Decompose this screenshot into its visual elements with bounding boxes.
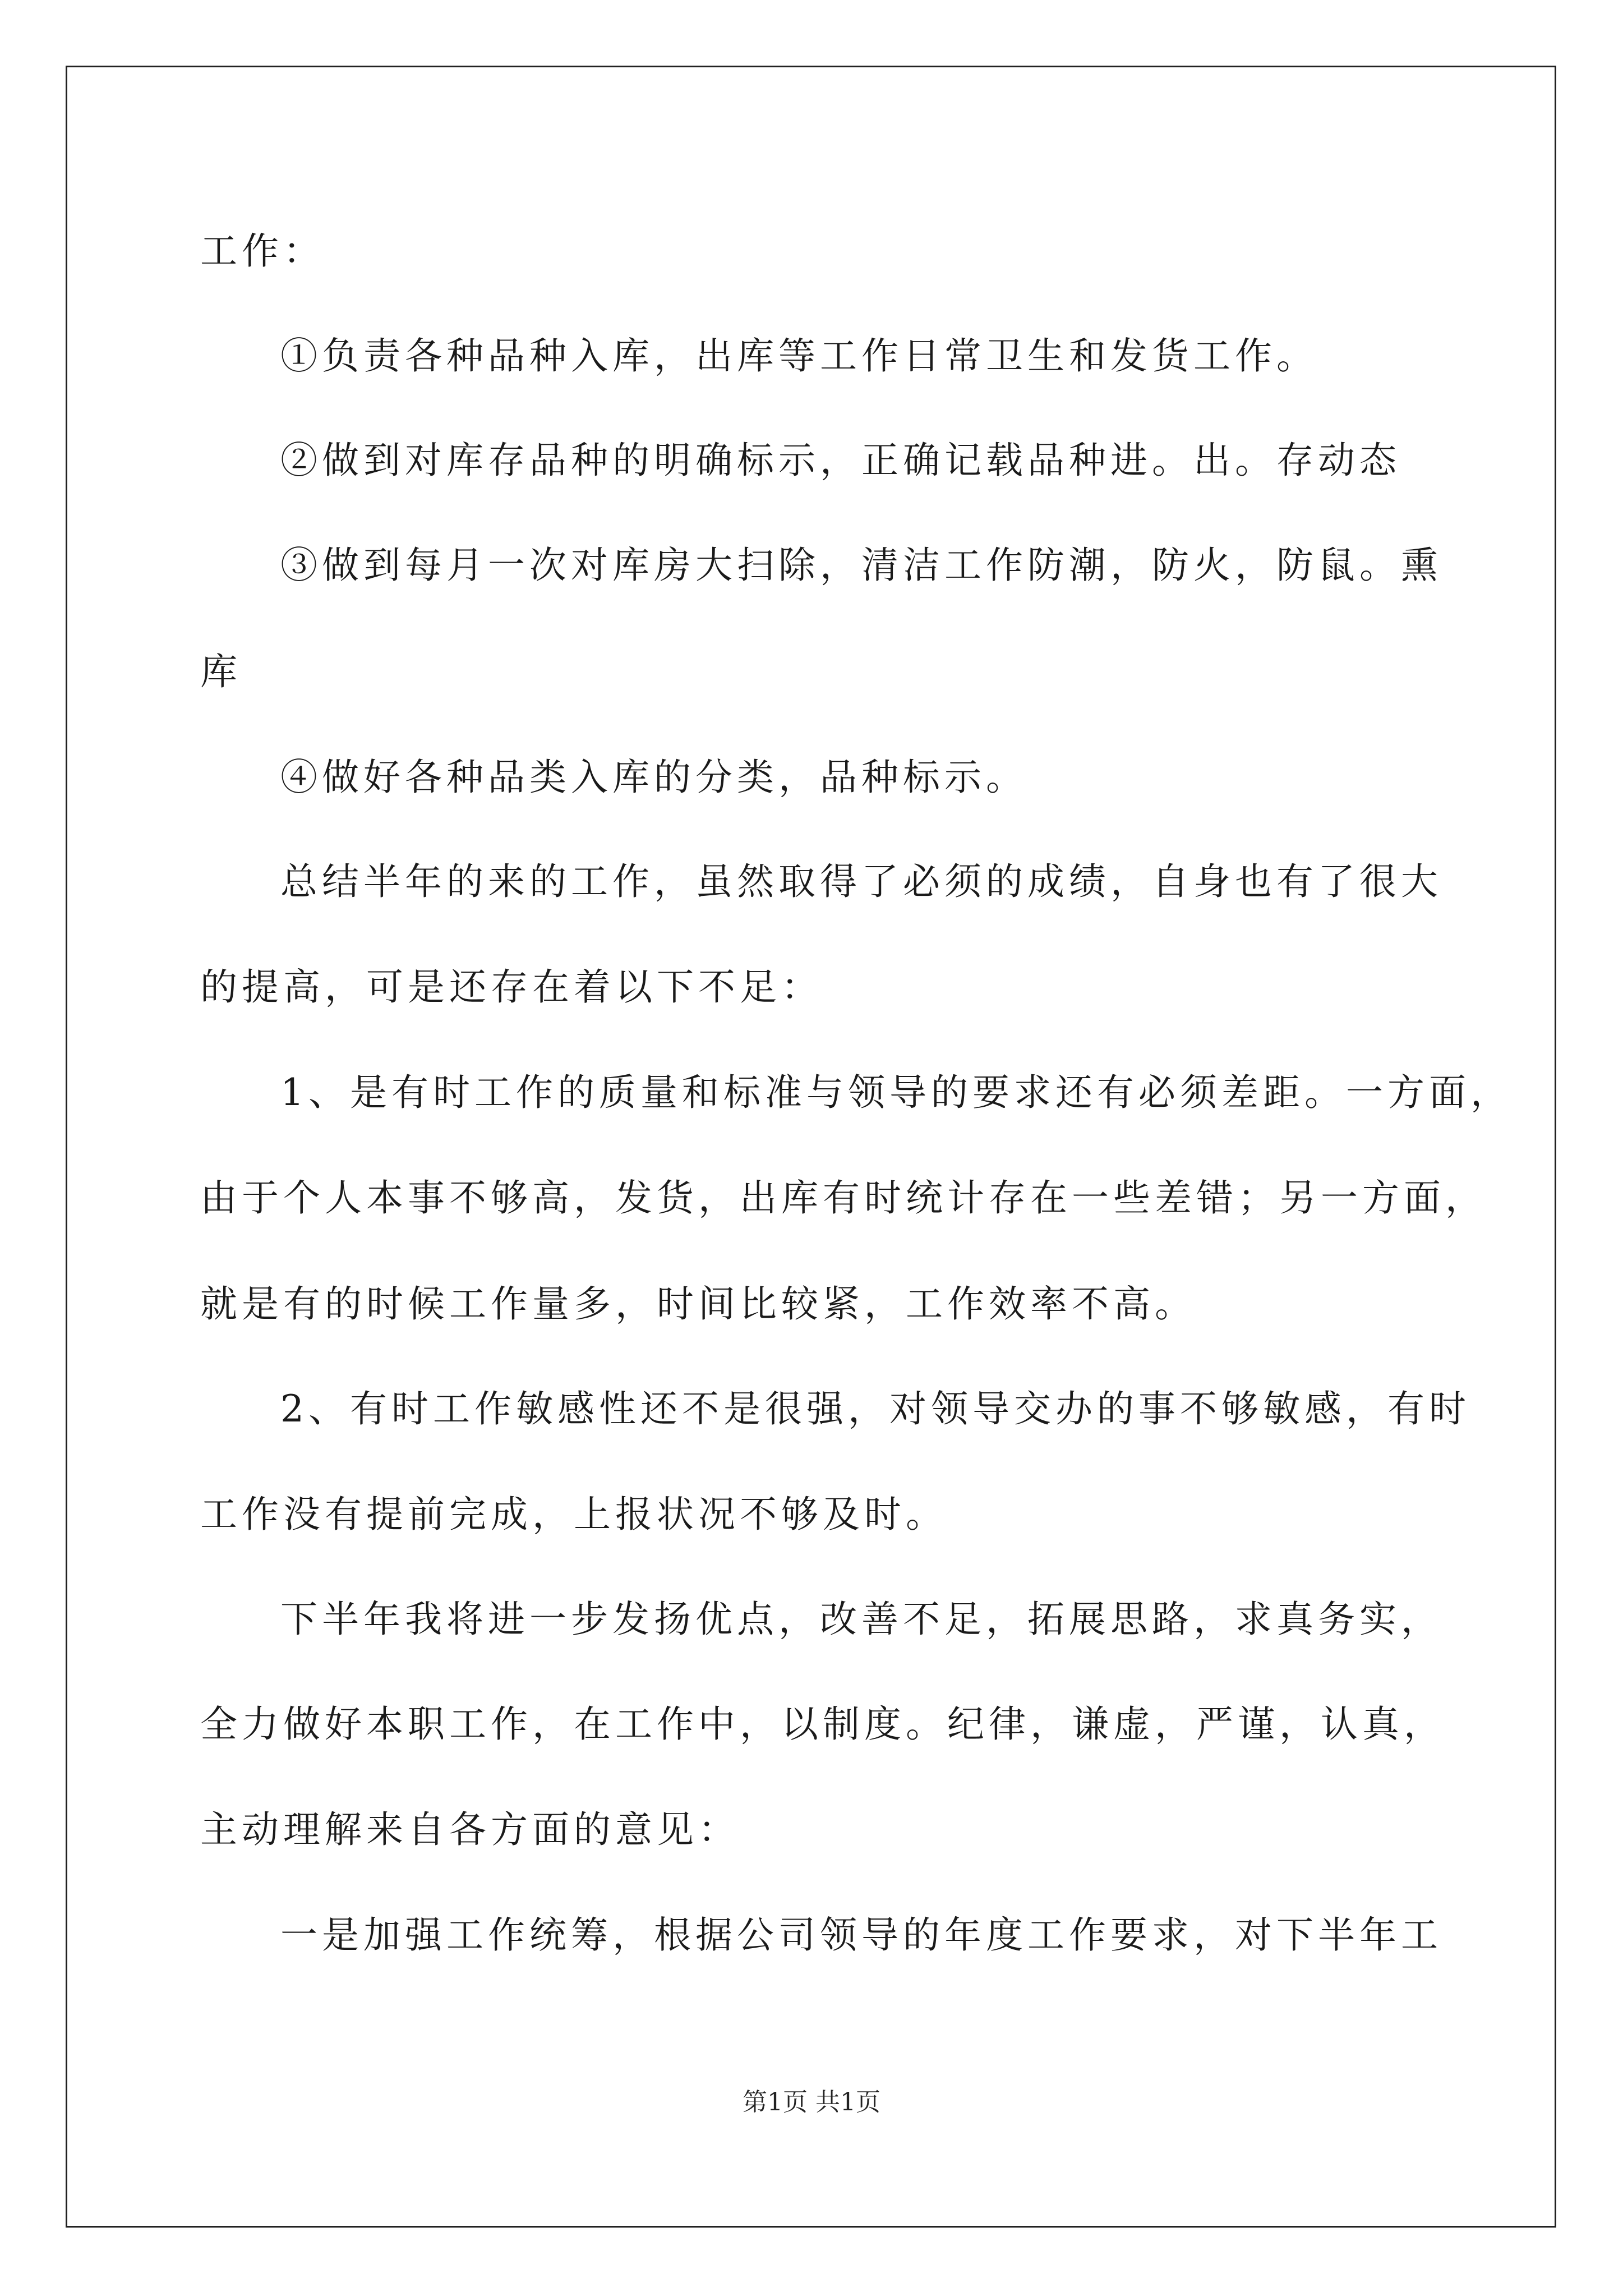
text-line: 就是有的时候工作量多，时间比较紧，工作效率不高。	[200, 1282, 1196, 1326]
page-number-footer: 第1页 共1页	[743, 2088, 880, 2116]
text-line: 主动理解来自各方面的意见：	[200, 1808, 740, 1851]
text-line: ②做到对库存品种的明确标示，正确记载品种进。出。存动态	[280, 439, 1401, 482]
text-line: 下半年我将进一步发扬优点，改善不足，拓展思路，求真务实，	[280, 1598, 1442, 1641]
text-line: 库	[200, 650, 242, 693]
text-line: 工作没有提前完成，上报状况不够及时。	[200, 1493, 947, 1536]
text-line: 的提高，可是还存在着以下不足：	[200, 965, 823, 1009]
text-line: ①负责各种品种入库，出库等工作日常卫生和发货工作。	[280, 334, 1318, 378]
text-line: ③做到每月一次对库房大扫除，清洁工作防潮，防火，防鼠。熏	[280, 544, 1442, 587]
text-line: 一是加强工作统筹，根据公司领导的年度工作要求，对下半年工	[280, 1913, 1442, 1957]
page-border	[66, 66, 1556, 2228]
text-line: 工作：	[200, 229, 325, 273]
text-line: 2、有时工作敏感性还不是很强，对领导交办的事不够敏感，有时	[280, 1387, 1470, 1430]
text-line: ④做好各种品类入库的分类，品种标示。	[280, 756, 1027, 799]
text-line: 总结半年的来的工作，虽然取得了必须的成绩，自身也有了很大	[280, 860, 1442, 903]
text-line: 由于个人本事不够高，发货，出库有时统计存在一些差错；另一方面，	[200, 1176, 1487, 1220]
text-line: 全力做好本职工作，在工作中，以制度。纪律，谦虚，严谨，认真，	[200, 1703, 1445, 1746]
text-line: 1、是有时工作的质量和标准与领导的要求还有必须差距。一方面，	[280, 1071, 1512, 1114]
